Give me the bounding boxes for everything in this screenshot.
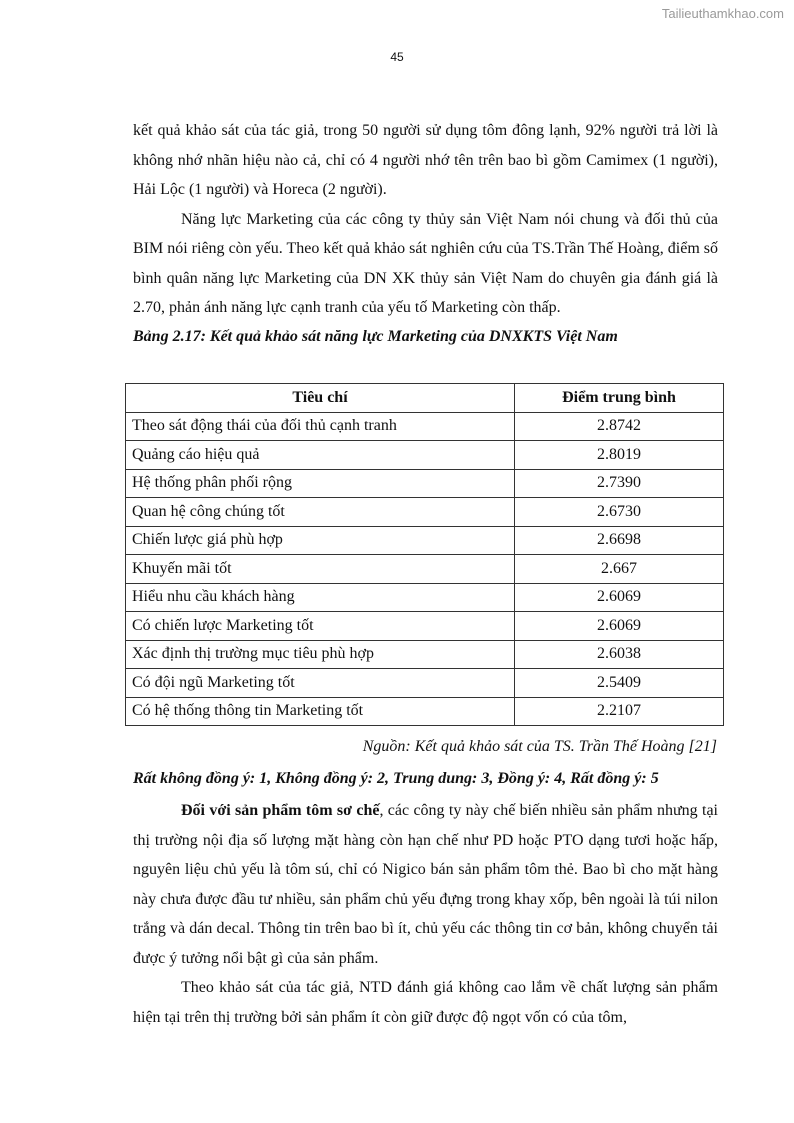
criterion-cell: Có đội ngũ Marketing tốt [126,669,515,698]
criterion-cell: Xác định thị trường mục tiêu phù hợp [126,640,515,669]
paragraph-processed-shrimp [133,796,718,973]
watermark: Tailieuthamkhao.com [661,6,784,21]
score-cell: 2.667 [515,555,724,584]
table-row [126,469,724,498]
score-cell: 2.2107 [515,697,724,726]
score-cell: 2.6069 [515,583,724,612]
criterion-cell: Chiến lược giá phù hợp [126,526,515,555]
criterion-cell: Có chiến lược Marketing tốt [126,612,515,641]
score-cell: 2.6698 [515,526,724,555]
score-cell: 2.5409 [515,669,724,698]
rating-scale-note: Rất không đồng ý: 1, Không đồng ý: 2, Trung dung: 3, Đồng ý: 4, Rất đồng ý: 5 [133,770,659,787]
marketing-capacity-table [125,383,724,726]
body-text-top [133,116,718,351]
paragraph-consumer-evaluation: Theo khảo sát của tác giả, NTD đánh giá không cao lắm về chất lượng sản phẩm hiện tại trên thị trường bởi sản phẩm ít còn giữ được độ ngọt vốn có của tôm, [133,979,718,1026]
criterion-cell: Hệ thống phân phối rộng [126,469,515,498]
paragraph-marketing-capacity: Năng lực Marketing của các công ty thủy sản Việt Nam nói chung và đối thủ của BIM nói riêng còn yếu. Theo kết quả khảo sát nghiên cứu của TS.Trần Thế Hoàng, điểm số bình quân năng lực Marketing của DN XK thủy sản Việt Nam do chuyên gia đánh giá là 2.70, phản ánh năng lực cạnh tranh của yếu tố Marketing còn thấp. [133,210,718,316]
page-number: 45 [390,50,404,64]
table-row [126,441,724,470]
table-row [126,555,724,584]
table-source: Nguồn: Kết quả khảo sát của TS. Trần Thế Hoàng [21] [362,738,717,755]
score-cell: 2.8742 [515,412,724,441]
table-row [126,612,724,641]
criterion-cell: Theo sát động thái của đối thủ cạnh tranh [126,412,515,441]
table-row [126,669,724,698]
table-header-row [126,384,724,413]
paragraph-lead-bold: Đối với sản phẩm tôm sơ chế [181,802,380,819]
paragraph-survey-result: kết quả khảo sát của tác giả, trong 50 người sử dụng tôm đông lạnh, 92% người trả lời là không nhớ nhãn hiệu nào cả, chỉ có 4 người nhớ tên trên bao bì gồm Camimex (1 người), Hải Lộc (1 người) và Horeca (2 người). [133,122,718,198]
score-cell: 2.6038 [515,640,724,669]
score-cell: 2.7390 [515,469,724,498]
score-cell: 2.8019 [515,441,724,470]
header-criterion: Tiêu chí [126,384,515,413]
body-text-bottom [133,796,718,1032]
score-cell: 2.6069 [515,612,724,641]
table-row [126,498,724,527]
criterion-cell: Quan hệ công chúng tốt [126,498,515,527]
paragraph-rest: , các công ty này chế biến nhiều sản phẩm nhưng tại thị trường nội địa số lượng mặt hàng còn hạn chế như PD hoặc PTO dạng tươi hoặc hấp, nguyên liệu chủ yếu là tôm sú, chỉ có Nigico bán sản phẩm tôm thẻ. Bao bì cho mặt hàng này chưa được đầu tư nhiều, sản phẩm chủ yếu đựng trong khay xốp, bên ngoài là túi nilon trắng và dán decal. Thông tin trên bao bì ít, chủ yếu các thông tin cơ bản, không chuyển tải được ý tưởng nổi bật gì của sản phẩm. [133,802,718,967]
table-row [126,412,724,441]
table-row [126,583,724,612]
header-average-score: Điểm trung bình [515,384,724,413]
table-caption: Bảng 2.17: Kết quả khảo sát năng lực Marketing của DNXKTS Việt Nam [133,327,618,345]
table-row [126,526,724,555]
criterion-cell: Khuyến mãi tốt [126,555,515,584]
table-row [126,640,724,669]
criterion-cell: Hiểu nhu cầu khách hàng [126,583,515,612]
table-row [126,697,724,726]
score-cell: 2.6730 [515,498,724,527]
criterion-cell: Có hệ thống thông tin Marketing tốt [126,697,515,726]
criterion-cell: Quảng cáo hiệu quả [126,441,515,470]
